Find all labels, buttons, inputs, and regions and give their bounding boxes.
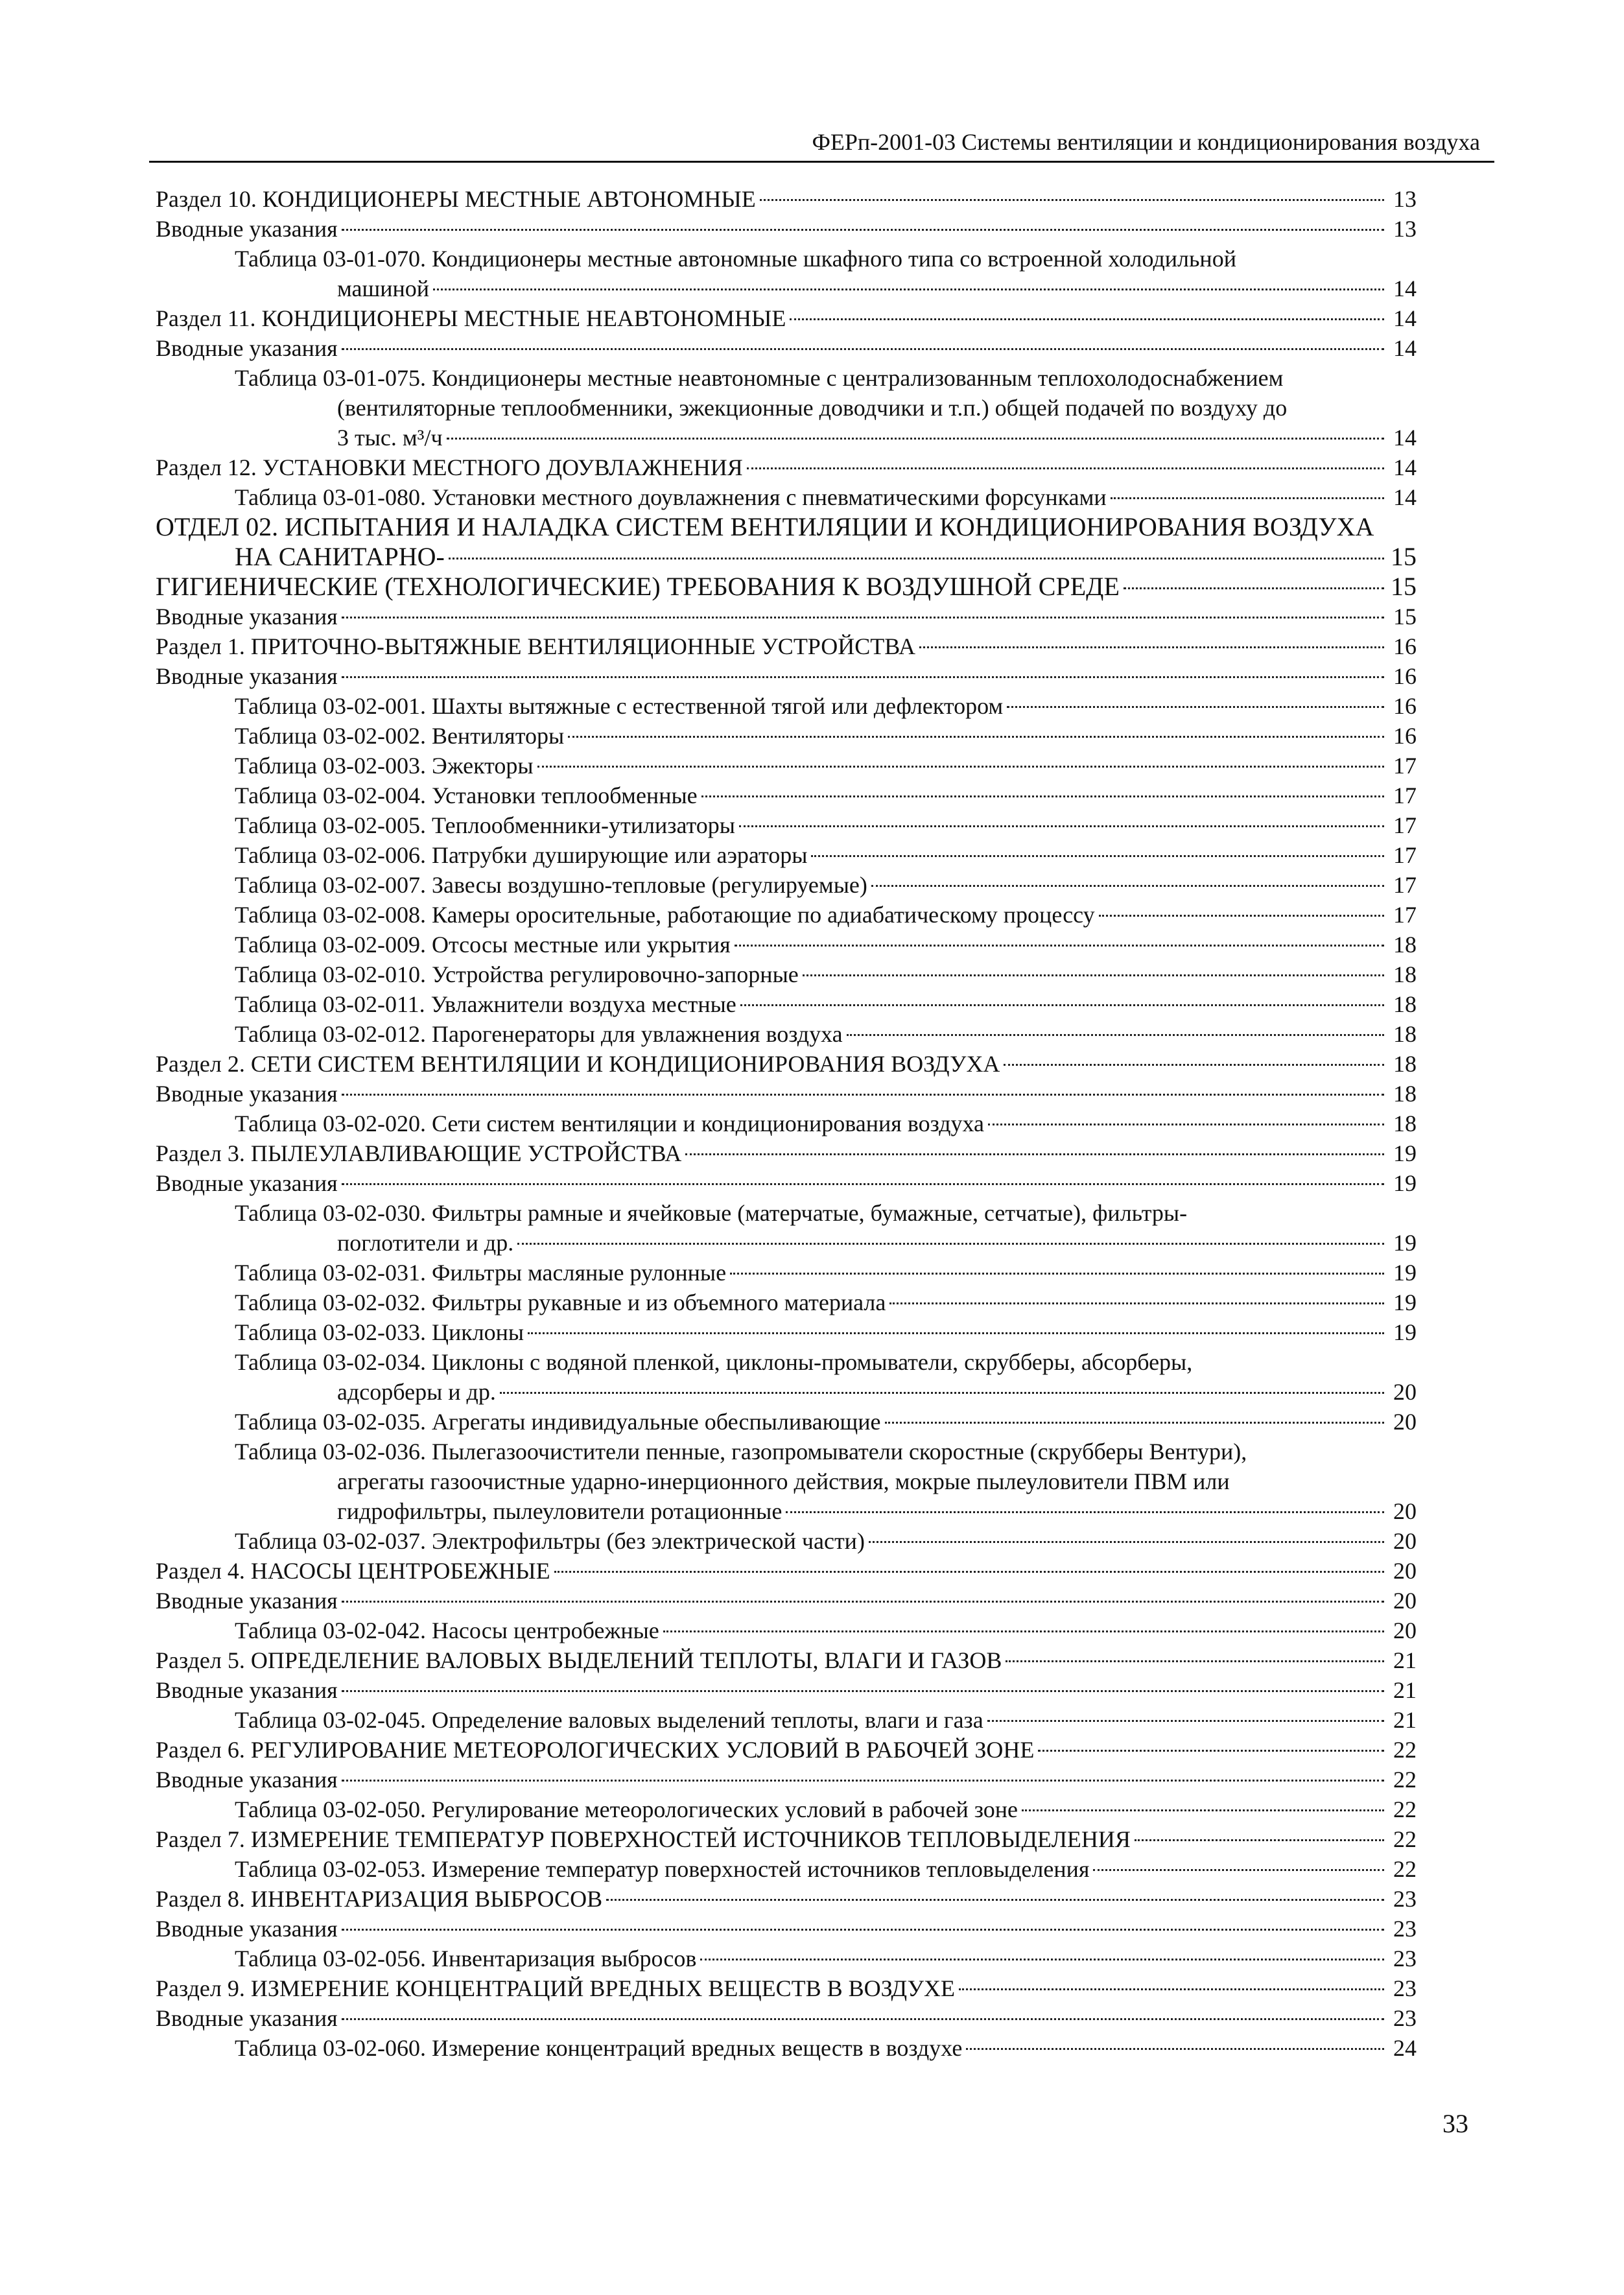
toc-entry-title: Раздел 8. ИНВЕНТАРИЗАЦИЯ ВЫБРОСОВ (156, 1886, 603, 1912)
dot-leader (987, 1720, 1384, 1722)
toc-entry[interactable] (156, 1973, 1417, 2003)
toc-entry[interactable] (156, 1466, 1417, 1496)
dot-leader (730, 1273, 1384, 1275)
dot-leader (811, 855, 1384, 857)
toc-page-number: 20 (1393, 1409, 1417, 1435)
toc-entry[interactable] (156, 274, 1417, 303)
toc-entry[interactable] (156, 184, 1417, 214)
toc-entry[interactable] (156, 244, 1417, 274)
toc-entry[interactable] (156, 1645, 1417, 1675)
toc-entry[interactable] (156, 1377, 1417, 1407)
toc-page-number: 19 (1393, 1140, 1417, 1166)
toc-entry-title: Раздел 12. УСТАНОВКИ МЕСТНОГО ДОУВЛАЖНЕНИЯ (156, 454, 743, 480)
toc-entry-title: Вводные указания (156, 1916, 338, 1942)
toc-entry-title: Таблица 03-02-053. Измерение температур поверхностей источников тепловыделения (235, 1856, 1090, 1882)
toc-entry-title: Таблица 03-02-007. Завесы воздушно-тепловые (регулируемые) (235, 872, 867, 898)
dot-leader (663, 1630, 1384, 1632)
dot-leader (537, 766, 1384, 768)
toc-entry[interactable] (156, 1288, 1417, 1317)
dot-leader (885, 1422, 1385, 1424)
toc-page-number: 14 (1393, 425, 1417, 451)
toc-page-number: 19 (1393, 1230, 1417, 1256)
toc-page-number: 21 (1393, 1677, 1417, 1703)
toc-entry-title: Таблица 03-02-056. Инвентаризация выбросов (235, 1946, 697, 1971)
toc-entry[interactable] (156, 751, 1417, 781)
toc-entry[interactable] (156, 1675, 1417, 1705)
toc-entry[interactable] (156, 1526, 1417, 1556)
dot-leader (701, 795, 1384, 797)
toc-entry-title: Раздел 7. ИЗМЕРЕНИЕ ТЕМПЕРАТУР ПОВЕРХНОСТЕЙ ИСТОЧНИКОВ ТЕПЛОВЫДЕЛЕНИЯ (156, 1826, 1131, 1852)
toc-page-number: 17 (1393, 902, 1417, 928)
toc-page-number: 23 (1393, 2005, 1417, 2031)
toc-entry-title: Вводные указания (156, 1588, 338, 1614)
toc-page-number: 19 (1393, 1260, 1417, 1286)
toc-entry[interactable] (156, 512, 1417, 542)
dot-leader (606, 1899, 1384, 1901)
toc-entry[interactable] (156, 423, 1417, 453)
toc-entry[interactable] (156, 1168, 1417, 1198)
toc-entry[interactable] (156, 661, 1417, 691)
toc-entry[interactable] (156, 1765, 1417, 1795)
toc-entry-title: Таблица 03-02-004. Установки теплообменные (235, 783, 698, 808)
toc-entry[interactable] (156, 303, 1417, 333)
toc-entry-continuation: (вентиляторные теплообменники, эжекционные доводчики и т.п.) общей подачей по воздуху до (337, 395, 1288, 421)
toc-entry-title: Вводные указания (156, 604, 338, 630)
toc-page-number: 15 (1391, 542, 1417, 571)
dot-leader (1124, 587, 1384, 589)
toc-page-number: 18 (1393, 1051, 1417, 1077)
toc-page-number: 19 (1393, 1319, 1417, 1345)
toc-entry[interactable] (156, 1586, 1417, 1616)
toc-entry[interactable] (156, 2003, 1417, 2033)
toc-entry[interactable] (156, 1109, 1417, 1138)
toc-entry-title: Таблица 03-01-080. Установки местного доувлажнения с пневматическими форсунками (235, 484, 1107, 510)
toc-page-number: 13 (1393, 186, 1417, 212)
toc-entry-title: Вводные указания (156, 335, 338, 361)
toc-entry[interactable] (156, 1228, 1417, 1258)
toc-entry-title: Таблица 03-02-005. Теплообменники-утилизаторы (235, 812, 735, 838)
toc-entry[interactable] (156, 572, 1417, 602)
toc-page-number: 23 (1393, 1946, 1417, 1971)
toc-entry[interactable] (156, 1049, 1417, 1079)
dot-leader (1093, 1869, 1384, 1871)
table-of-contents (156, 184, 1417, 2063)
toc-entry[interactable] (156, 781, 1417, 810)
dot-leader (1006, 1660, 1384, 1662)
toc-page-number: 15 (1393, 604, 1417, 630)
toc-entry-title: Таблица 03-02-030. Фильтры рамные и ячейковые (матерчатые, бумажные, сетчатые), фильтры- (235, 1200, 1188, 1226)
dot-leader (1038, 1750, 1384, 1752)
toc-page-number: 23 (1393, 1916, 1417, 1942)
toc-entry[interactable] (156, 1824, 1417, 1854)
toc-entry[interactable] (156, 989, 1417, 1019)
dot-leader (790, 318, 1384, 320)
toc-entry-continuation: 3 тыс. м³/ч (337, 425, 443, 451)
toc-entry-title: Вводные указания (156, 1081, 338, 1107)
dot-leader (1111, 497, 1384, 499)
toc-page-number: 14 (1393, 276, 1417, 301)
toc-page-number: 17 (1393, 753, 1417, 779)
toc-entry[interactable] (156, 870, 1417, 900)
toc-entry-title: Таблица 03-02-001. Шахты вытяжные с естественной тягой или дефлектором (235, 693, 1004, 719)
toc-page-number: 17 (1393, 842, 1417, 868)
toc-page-number: 22 (1393, 1737, 1417, 1763)
toc-entry-title: Таблица 03-02-033. Циклоны (235, 1319, 524, 1345)
dot-leader (342, 1601, 1384, 1603)
toc-entry[interactable] (156, 602, 1417, 631)
toc-page-number: 14 (1393, 484, 1417, 510)
toc-page-number: 20 (1393, 1528, 1417, 1554)
toc-entry-title: Таблица 03-02-032. Фильтры рукавные и из объемного материала (235, 1289, 886, 1315)
toc-page-number: 19 (1393, 1289, 1417, 1315)
toc-page-number: 17 (1393, 783, 1417, 808)
toc-page-number: 15 (1391, 572, 1417, 601)
toc-page-number: 14 (1393, 335, 1417, 361)
dot-leader (449, 558, 1384, 559)
toc-entry[interactable] (156, 1705, 1417, 1735)
toc-entry-title: Таблица 03-02-003. Эжекторы (235, 753, 534, 779)
toc-entry-title: Таблица 03-02-034. Циклоны с водяной пленкой, циклоны-промыватели, скрубберы, абсорберы, (235, 1349, 1193, 1375)
dot-leader (342, 617, 1384, 618)
toc-entry[interactable] (156, 840, 1417, 870)
dot-leader (342, 348, 1384, 350)
toc-page-number: 18 (1393, 961, 1417, 987)
toc-entry-continuation: НА САНИТАРНО- (235, 542, 445, 571)
toc-entry[interactable] (156, 333, 1417, 363)
toc-entry-title: Таблица 03-01-070. Кондиционеры местные автономные шкафного типа со встроенной холодильной (235, 246, 1236, 272)
toc-entry-title: Раздел 9. ИЗМЕРЕНИЕ КОНЦЕНТРАЦИЙ ВРЕДНЫХ ВЕЩЕСТВ В ВОЗДУХЕ (156, 1975, 955, 2001)
toc-page-number: 17 (1393, 812, 1417, 838)
toc-entry[interactable] (156, 482, 1417, 512)
toc-entry[interactable] (156, 2033, 1417, 2063)
toc-entry[interactable] (156, 1735, 1417, 1765)
toc-page-number: 22 (1393, 1826, 1417, 1852)
toc-entry[interactable] (156, 1854, 1417, 1884)
dot-leader (786, 1511, 1384, 1513)
toc-entry-title: ГИГИЕНИЧЕСКИЕ (ТЕХНОЛОГИЧЕСКИЕ) ТРЕБОВАНИЯ К ВОЗДУШНОЙ СРЕДЕ (156, 572, 1120, 601)
toc-entry-title: Таблица 03-02-050. Регулирование метеорологических условий в рабочей зоне (235, 1796, 1018, 1822)
dot-leader (700, 1959, 1384, 1960)
toc-entry[interactable] (156, 214, 1417, 244)
toc-page-number: 18 (1393, 1021, 1417, 1047)
toc-page-number: 23 (1393, 1975, 1417, 2001)
toc-page-number: 17 (1393, 872, 1417, 898)
toc-entry[interactable] (156, 1407, 1417, 1437)
toc-entry[interactable] (156, 691, 1417, 721)
dot-leader (747, 467, 1384, 469)
page-number: 33 (1442, 2109, 1468, 2138)
dot-leader (889, 1302, 1384, 1304)
toc-entry-continuation: агрегаты газоочистные ударно-инерционного действия, мокрые пылеуловители ПВМ или (337, 1468, 1230, 1494)
toc-page-number: 21 (1393, 1647, 1417, 1673)
toc-entry-title: Таблица 03-02-045. Определение валовых выделений теплоты, влаги и газа (235, 1707, 983, 1733)
dot-leader (342, 676, 1384, 678)
toc-entry-title: Раздел 5. ОПРЕДЕЛЕНИЕ ВАЛОВЫХ ВЫДЕЛЕНИЙ ТЕПЛОТЫ, ВЛАГИ И ГАЗОВ (156, 1647, 1002, 1673)
toc-entry-title: Таблица 03-01-075. Кондиционеры местные неавтономные с централизованным теплохолодоснабжением (235, 365, 1284, 391)
toc-page-number: 13 (1393, 216, 1417, 242)
toc-entry-title: Таблица 03-02-037. Электрофильтры (без электрической части) (235, 1528, 865, 1554)
toc-entry-title: Раздел 6. РЕГУЛИРОВАНИЕ МЕТЕОРОЛОГИЧЕСКИХ УСЛОВИЙ В РАБОЧЕЙ ЗОНЕ (156, 1737, 1035, 1763)
dot-leader (966, 2048, 1384, 2050)
toc-entry-title: Раздел 2. СЕТИ СИСТЕМ ВЕНТИЛЯЦИИ И КОНДИЦИОНИРОВАНИЯ ВОЗДУХА (156, 1051, 1000, 1077)
dot-leader (342, 229, 1384, 231)
toc-entry-title: Раздел 11. КОНДИЦИОНЕРЫ МЕСТНЫЕ НЕАВТОНОМНЫЕ (156, 305, 786, 331)
toc-entry-title: Вводные указания (156, 1170, 338, 1196)
toc-entry[interactable] (156, 1914, 1417, 1944)
toc-page-number: 18 (1393, 1081, 1417, 1107)
toc-entry-title: Вводные указания (156, 663, 338, 689)
dot-leader (342, 1780, 1384, 1782)
toc-page-number: 22 (1393, 1767, 1417, 1793)
toc-entry-title: Вводные указания (156, 1677, 338, 1703)
toc-entry[interactable] (156, 1198, 1417, 1228)
toc-page-number: 20 (1393, 1558, 1417, 1584)
header-rule (149, 161, 1494, 163)
toc-entry-title: Таблица 03-02-042. Насосы центробежные (235, 1618, 659, 1643)
toc-page-number: 23 (1393, 1886, 1417, 1912)
toc-entry[interactable] (156, 1258, 1417, 1288)
dot-leader (554, 1571, 1384, 1573)
dot-leader (517, 1243, 1384, 1245)
toc-entry[interactable] (156, 900, 1417, 930)
toc-entry[interactable] (156, 1944, 1417, 1973)
toc-entry[interactable] (156, 1437, 1417, 1466)
toc-entry-title: Таблица 03-02-002. Вентиляторы (235, 723, 565, 749)
toc-entry[interactable] (156, 1884, 1417, 1914)
toc-entry-title: Раздел 1. ПРИТОЧНО-ВЫТЯЖНЫЕ ВЕНТИЛЯЦИОННЫЕ УСТРОЙСТВА (156, 633, 916, 659)
toc-entry[interactable] (156, 1079, 1417, 1109)
toc-entry-title: Таблица 03-02-006. Патрубки душирующие или аэраторы (235, 842, 808, 868)
toc-entry[interactable] (156, 1795, 1417, 1824)
toc-entry-title: Вводные указания (156, 1767, 338, 1793)
dot-leader (919, 646, 1384, 648)
dot-leader (1004, 1064, 1384, 1066)
toc-entry-continuation: гидрофильтры, пылеуловители ротационные (337, 1498, 783, 1524)
toc-page-number: 14 (1393, 305, 1417, 331)
dot-leader (685, 1153, 1384, 1155)
toc-page-number: 16 (1393, 633, 1417, 659)
toc-entry-continuation: адсорберы и др. (337, 1379, 496, 1405)
toc-entry[interactable] (156, 1317, 1417, 1347)
toc-page-number: 18 (1393, 991, 1417, 1017)
toc-entry[interactable] (156, 721, 1417, 751)
toc-page-number: 20 (1393, 1379, 1417, 1405)
dot-leader (760, 199, 1384, 201)
toc-page-number: 20 (1393, 1588, 1417, 1614)
toc-page-number: 18 (1393, 1111, 1417, 1136)
dot-leader (500, 1392, 1384, 1394)
toc-page-number: 18 (1393, 932, 1417, 958)
dot-leader (1099, 915, 1384, 917)
dot-leader (739, 825, 1384, 827)
toc-page-number: 16 (1393, 663, 1417, 689)
toc-entry[interactable] (156, 1556, 1417, 1586)
toc-entry-title: Вводные указания (156, 216, 338, 242)
toc-entry-title: Таблица 03-02-012. Парогенераторы для увлажнения воздуха (235, 1021, 843, 1047)
dot-leader (869, 1541, 1384, 1543)
dot-leader (959, 1988, 1384, 1990)
dot-leader (568, 736, 1384, 738)
dot-leader (433, 288, 1384, 290)
dot-leader (447, 438, 1384, 440)
toc-entry[interactable] (156, 1138, 1417, 1168)
dot-leader (740, 1004, 1384, 1006)
toc-entry[interactable] (156, 631, 1417, 661)
toc-page-number: 16 (1393, 693, 1417, 719)
toc-page-number: 24 (1393, 2035, 1417, 2061)
toc-entry-title: Таблица 03-02-035. Агрегаты индивидуальные обеспыливающие (235, 1409, 881, 1435)
dot-leader (528, 1332, 1384, 1334)
dot-leader (342, 1690, 1384, 1692)
toc-page-number: 22 (1393, 1856, 1417, 1882)
toc-entry[interactable] (156, 930, 1417, 959)
toc-entry-title: Таблица 03-02-031. Фильтры масляные рулонные (235, 1260, 727, 1286)
toc-entry-title: Таблица 03-02-020. Сети систем вентиляции и кондиционирования воздуха (235, 1111, 985, 1136)
toc-entry-title: Раздел 3. ПЫЛЕУЛАВЛИВАЮЩИЕ УСТРОЙСТВА (156, 1140, 682, 1166)
toc-entry-title: Раздел 4. НАСОСЫ ЦЕНТРОБЕЖНЫЕ (156, 1558, 550, 1584)
dot-leader (735, 945, 1384, 947)
dot-leader (1022, 1809, 1384, 1811)
toc-page-number: 21 (1393, 1707, 1417, 1733)
toc-entry-continuation: машиной (337, 276, 430, 301)
toc-entry[interactable] (156, 542, 1417, 572)
running-header: ФЕРп-2001-03 Системы вентиляции и кондиционирования воздуха (812, 129, 1480, 155)
toc-entry-title: Таблица 03-02-008. Камеры оросительные, работающие по адиабатическому процессу (235, 902, 1095, 928)
toc-entry-title: Таблица 03-02-009. Отсосы местные или укрытия (235, 932, 731, 958)
toc-entry-title: Таблица 03-02-010. Устройства регулировочно-запорные (235, 961, 799, 987)
dot-leader (847, 1034, 1384, 1036)
toc-entry[interactable] (156, 393, 1417, 423)
dot-leader (342, 1094, 1384, 1096)
toc-page-number: 22 (1393, 1796, 1417, 1822)
dot-leader (342, 2018, 1384, 2020)
toc-entry[interactable] (156, 1019, 1417, 1049)
toc-page-number: 16 (1393, 723, 1417, 749)
toc-entry[interactable] (156, 1616, 1417, 1645)
dot-leader (988, 1124, 1384, 1125)
dot-leader (342, 1929, 1384, 1931)
toc-entry-title: ОТДЕЛ 02. ИСПЫТАНИЯ И НАЛАДКА СИСТЕМ ВЕНТИЛЯЦИИ И КОНДИЦИОНИРОВАНИЯ ВОЗДУХА (156, 512, 1374, 541)
dot-leader (803, 974, 1384, 976)
toc-entry[interactable] (156, 1496, 1417, 1526)
toc-entry-title: Таблица 03-02-036. Пылегазоочистители пенные, газопромыватели скоростные (скрубберы Вентури), (235, 1439, 1247, 1465)
toc-entry[interactable] (156, 810, 1417, 840)
toc-entry-title: Вводные указания (156, 2005, 338, 2031)
toc-entry[interactable] (156, 453, 1417, 482)
toc-entry-title: Таблица 03-02-011. Увлажнители воздуха местные (235, 991, 736, 1017)
toc-page-number: 14 (1393, 454, 1417, 480)
dot-leader (1007, 706, 1384, 708)
toc-entry[interactable] (156, 1347, 1417, 1377)
toc-page-number: 20 (1393, 1618, 1417, 1643)
toc-entry[interactable] (156, 363, 1417, 393)
toc-entry-title: Таблица 03-02-060. Измерение концентраций вредных веществ в воздухе (235, 2035, 963, 2061)
toc-entry-continuation: поглотители и др. (337, 1230, 514, 1256)
toc-page-number: 20 (1393, 1498, 1417, 1524)
dot-leader (1135, 1839, 1384, 1841)
dot-leader (342, 1183, 1384, 1185)
toc-page-number: 19 (1393, 1170, 1417, 1196)
toc-entry[interactable] (156, 959, 1417, 989)
dot-leader (871, 885, 1384, 887)
toc-entry-title: Раздел 10. КОНДИЦИОНЕРЫ МЕСТНЫЕ АВТОНОМНЫЕ (156, 186, 756, 212)
